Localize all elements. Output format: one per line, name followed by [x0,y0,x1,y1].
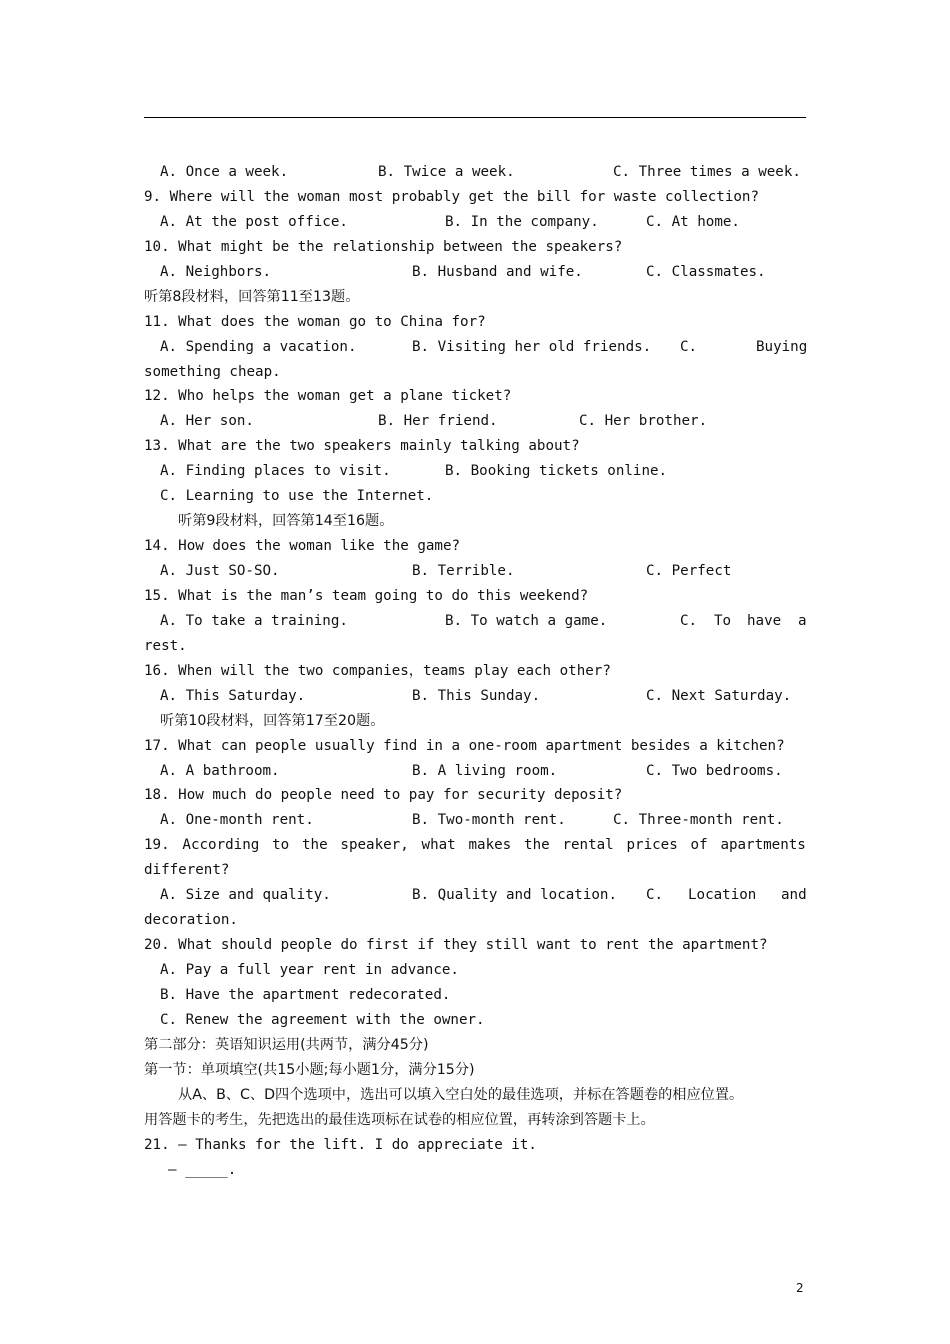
q15-option-c-cont: rest. [144,637,187,654]
q16-option-b: B. This Sunday. [412,687,541,704]
q11-option-c-letter: C. [680,338,698,355]
q9-options [144,210,806,235]
q15-stem: 15. What is the man’s team going to do this weekend? [144,587,589,604]
q16-option-c: C. Next Saturday. [646,687,792,704]
header-rule [144,117,806,118]
section-8-heading: 听第8段材料，回答第11至13题。 [144,288,360,305]
q16-options [144,684,806,709]
q10-option-b: B. Husband and wife. [412,263,583,280]
q8-option-c: C. Three times a week. [613,164,801,180]
q19-stem: 19. According to the speaker, what makes the rental prices of apartments [144,837,806,854]
q17-option-b: B. A living room. [412,762,558,779]
q8-option-a: A. Once a week. [160,164,289,180]
q19-options [144,883,806,908]
q8-options [144,160,806,185]
q9-stem: 9. Where will the woman most probably get the bill for waste collection? [144,188,759,205]
q10-options [144,260,806,285]
q18-stem: 18. How much do people need to pay for security deposit? [144,787,623,804]
part-2-title: 第二部分：英语知识运用(共两节，满分45分) [144,1036,429,1053]
q19-option-c-w1: Location [688,887,757,904]
q18-option-a: A. One-month rent. [160,812,314,829]
q9-option-b: B. In the company. [445,213,599,230]
q19-option-b: B. Quality and location. [412,887,617,904]
q11-option-c-cont: something cheap. [144,363,281,380]
q14-option-b: B. Terrible. [412,563,515,579]
q17-stem: 17. What can people usually find in a one-room apartment besides a kitchen? [144,737,785,754]
q16-option-a: A. This Saturday. [160,687,306,704]
q15-option-c-w1: To [714,612,732,629]
q19-option-c-cont: decoration. [144,912,238,929]
q13-option-a: A. Finding places to visit. [160,463,391,480]
q13-stem: 13. What are the two speakers mainly talking about? [144,438,580,455]
exam-page [144,160,806,1182]
section-9-heading: 听第9段材料，回答第14至16题。 [178,513,394,530]
q16-stem: 16. When will the two companies，teams play each other? [144,662,611,679]
q19-stem-cont: different? [144,862,230,879]
instructions-line-1: 从A、B、C、D四个选项中，选出可以填入空白处的最佳选项，并标在答题卷的相应位置。 [178,1086,744,1103]
q13-option-b: B. Booking tickets online. [445,463,668,480]
q18-option-c: C. Three-month rent. [613,812,784,829]
q11-options [144,335,806,360]
q13-options [144,459,806,484]
q12-stem: 12. Who helps the woman get a plane ticket? [144,388,512,405]
q8-option-b: B. Twice a week. [378,164,515,180]
q14-stem: 14. How does the woman like the game? [144,538,461,555]
q11-option-a: A. Spending a vacation. [160,338,357,355]
q9-option-c: C. At home. [646,213,740,230]
q10-option-a: A. Neighbors. [160,263,272,280]
q12-option-a: A. Her son. [160,413,254,430]
q20-stem: 20. What should people do first if they still want to rent the apartment? [144,937,768,954]
q10-stem: 10. What might be the relationship between the speakers? [144,238,623,255]
q18-option-b: B. Two-month rent. [412,812,566,829]
q11-option-b: B. Visiting her old friends. [412,338,652,355]
q20-option-b: B. Have the apartment redecorated. [160,986,451,1003]
page-number: 2 [796,1281,804,1295]
q14-option-a: A. Just SO-SO. [160,563,280,579]
q12-option-c: C. Her brother. [579,413,708,430]
q21-stem: 21. — Thanks for the lift. I do appreciate it. [144,1136,537,1153]
q20-option-a: A. Pay a full year rent in advance. [160,962,459,978]
q21-reply: — _____. [168,1161,237,1178]
q17-option-c: C. Two bedrooms. [646,762,783,779]
q14-option-c: C. Perfect [646,563,732,579]
q18-options [144,808,806,833]
q10-option-c: C. Classmates. [646,263,766,280]
q17-options [144,759,806,784]
q12-options [144,409,806,434]
q11-stem: 11. What does the woman go to China for? [144,313,486,330]
q20-option-c: C. Renew the agreement with the owner. [160,1011,485,1028]
q19-option-c-letter: C. [646,887,664,904]
q9-option-a: A. At the post office. [160,213,348,230]
q15-option-c-w3: a [798,612,807,629]
q17-option-a: A. A bathroom. [160,762,280,779]
q15-option-c-letter: C. [680,612,698,629]
q19-option-a: A. Size and quality. [160,887,331,904]
q15-option-c-w2: have [747,612,782,629]
q15-option-a: A. To take a training. [160,612,348,629]
q13-option-c: C. Learning to use the Internet. [160,488,434,505]
q14-options [144,559,806,584]
section-10-heading: 听第10段材料，回答第17至20题。 [160,712,385,729]
q15-option-b: B. To watch a game. [445,612,608,629]
q19-option-c-w2: and [781,887,807,904]
q15-options [144,609,806,634]
instructions-line-2: 用答题卡的考生，先把选出的最佳选项标在试卷的相应位置，再转涂到答题卡上。 [144,1111,655,1128]
q11-option-c-word: Buying [756,338,808,355]
section-1-title: 第一节：单项填空(共15小题;每小题1分，满分15分) [144,1061,475,1078]
q12-option-b: B. Her friend. [378,413,498,430]
